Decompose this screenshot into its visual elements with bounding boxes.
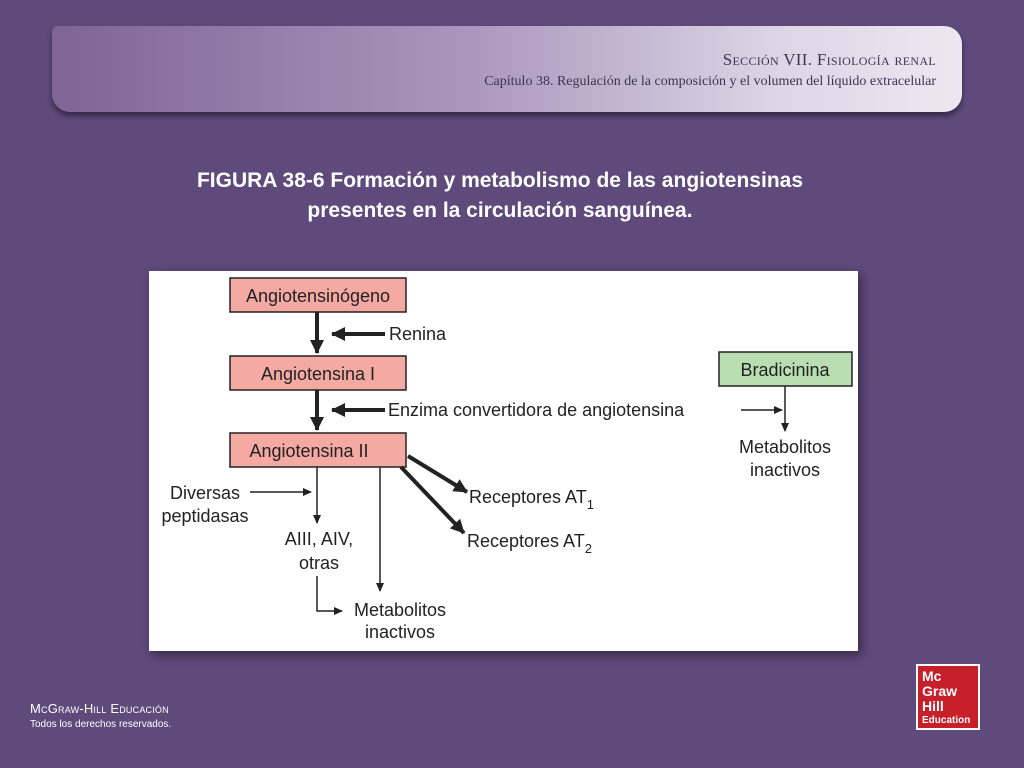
logo-line-2: Graw <box>922 683 958 699</box>
peptidases-line-1: Diversas <box>169 483 241 503</box>
mcgraw-hill-logo <box>916 664 980 730</box>
metabolites-right-line-1: Metabolitos <box>738 437 832 457</box>
aiii-line-2: otras <box>298 553 340 573</box>
receptor-at1-text: Receptores AT <box>469 487 587 507</box>
logo-line-4: Education <box>922 715 971 726</box>
metabolites-right-line-2: inactivos <box>749 460 821 480</box>
receptor-at2-label <box>467 531 592 556</box>
logo-line-3: Hill <box>922 698 944 714</box>
footer-company: McGraw-Hill Educación <box>30 701 169 716</box>
angiotensin-diagram <box>149 271 858 651</box>
arrow-to-at1 <box>408 456 467 492</box>
figure-title <box>120 166 880 226</box>
figure-title-line-2: presentes en la circulación sanguínea. <box>307 199 693 222</box>
bradykinin-label: Bradicinina <box>740 360 830 380</box>
section-title: Sección VII. Fisiología renal <box>722 50 936 69</box>
ace-label: Enzima convertidora de angiotensina <box>388 400 685 420</box>
angiotensinogen-label: Angiotensinógeno <box>245 286 391 306</box>
diagram-panel <box>149 271 858 651</box>
receptor-at2-text: Receptores AT <box>467 531 585 551</box>
renin-label: Renina <box>389 324 447 344</box>
chapter-title: Capítulo 38. Regulación de la composición y el volumen del líquido extracelular <box>484 74 936 89</box>
aiii-to-metabolites-arrow <box>317 576 342 611</box>
logo-line-1: Mc <box>922 668 942 684</box>
receptor-at1-sub: 1 <box>586 497 594 512</box>
aiii-line-1: AIII, AIV, <box>284 529 354 549</box>
figure-title-line-1: FIGURA 38-6 Formación y metabolismo de las angiotensinas <box>196 169 804 192</box>
angiotensin-1-label: Angiotensina I <box>260 364 376 384</box>
arrow-to-at2 <box>401 467 464 533</box>
receptor-at1-label <box>469 487 594 512</box>
metabolites-bottom-line-2: inactivos <box>364 622 436 642</box>
peptidases-line-2: peptidasas <box>161 506 249 526</box>
receptor-at2-sub: 2 <box>584 541 592 556</box>
header-text <box>484 50 936 90</box>
footer-rights: Todos los derechos reservados. <box>30 719 172 730</box>
metabolites-bottom-line-1: Metabolitos <box>353 600 447 620</box>
angiotensin-2-label: Angiotensina II <box>249 441 369 461</box>
